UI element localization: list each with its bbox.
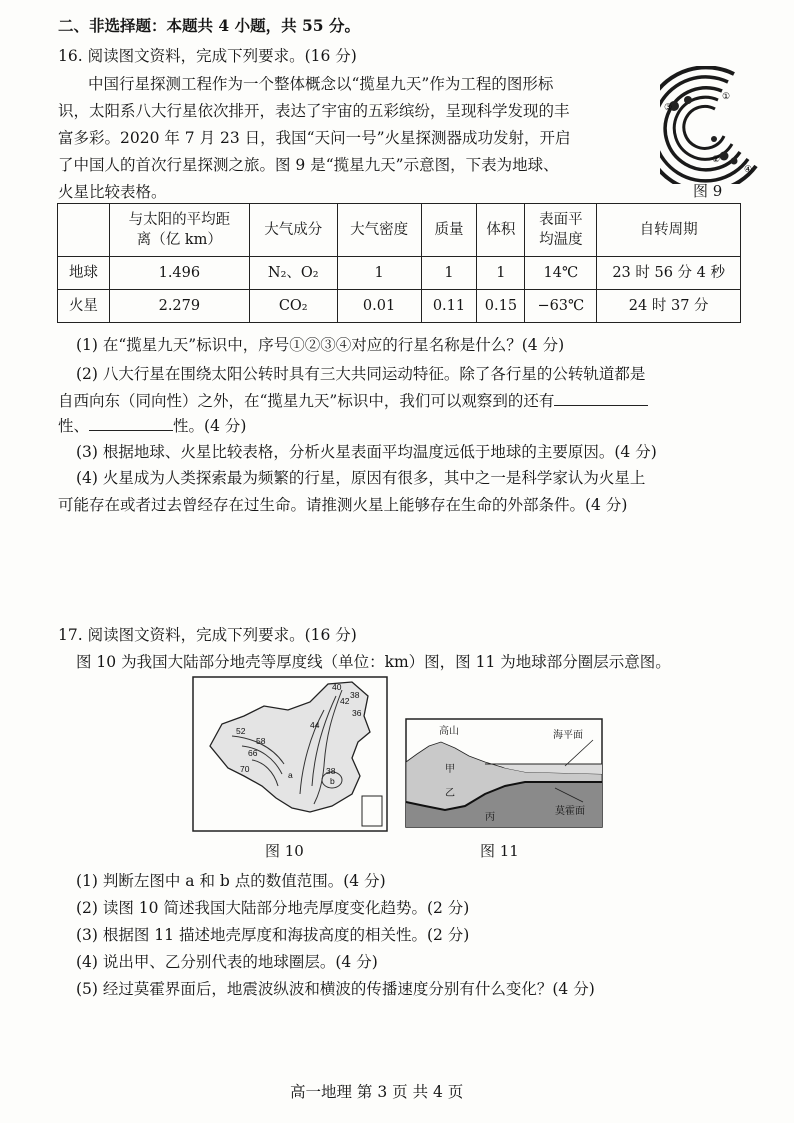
map-label: a	[288, 770, 293, 780]
table-cell: 24 时 37 分	[597, 290, 741, 323]
table-cell: 14℃	[525, 257, 597, 290]
table-cell: 2.279	[109, 290, 249, 323]
table-header-cell: 大气密度	[337, 204, 421, 257]
table-cell: CO₂	[249, 290, 337, 323]
q16-sub-2-line-3: 性、 性。(4 分)	[58, 414, 246, 436]
table-header-cell: 表面平均温度	[525, 204, 597, 257]
q17-sub-2: (2) 读图 10 简述我国大陆部分地壳厚度变化趋势。(2 分)	[76, 899, 470, 917]
figure-9-logo	[660, 66, 760, 184]
table-row	[58, 257, 741, 290]
q16-intro-line-5: 火星比较表格。	[58, 183, 167, 201]
q16-sub-2-line-2: 自西向东（同向性）之外，在“揽星九天”标识中，我们可以观察到的还有	[58, 389, 648, 411]
answer-blank-1[interactable]	[554, 389, 648, 406]
table-cell: 1	[477, 257, 525, 290]
planet-dot	[731, 158, 738, 165]
q17-sub-3: (3) 根据图 11 描述地壳厚度和海拔高度的相关性。(2 分)	[76, 926, 470, 944]
table-header-cell: 质量	[421, 204, 477, 257]
earth-mars-table	[57, 203, 741, 323]
table-cell: 地球	[58, 257, 110, 290]
table-cell: 1	[337, 257, 421, 290]
q17-sub-1: (1) 判断左图中 a 和 b 点的数值范围。(4 分)	[76, 872, 386, 890]
map-label: 40	[332, 682, 342, 692]
table-cell: 火星	[58, 290, 110, 323]
table-header-cell: 自转周期	[597, 204, 741, 257]
table-header-row	[58, 204, 741, 257]
figure-10-map	[192, 676, 388, 832]
table-header-cell: 体积	[477, 204, 525, 257]
figure-11-crust-section	[405, 718, 603, 828]
orbit-arc	[684, 106, 724, 148]
q16-sub-3: (3) 根据地球、火星比较表格，分析火星表面平均温度远低于地球的主要原因。(4 分)	[76, 443, 657, 461]
figure-9-caption: 图 9	[693, 182, 723, 200]
q16-sub-4-line-1: (4) 火星成为人类探索最为频繁的行星，原因有很多，其中之一是科学家认为火星上	[76, 469, 646, 487]
figure-9-marker-4: ④	[744, 165, 753, 175]
table-cell: N₂、O₂	[249, 257, 337, 290]
q17-heading: 17. 阅读图文资料，完成下列要求。(16 分)	[58, 626, 357, 644]
q17-sub-5: (5) 经过莫霍界面后，地震波纵波和横波的传播速度分别有什么变化？(4 分)	[76, 980, 595, 998]
map-label: 66	[248, 748, 258, 758]
label-mountain: 高山	[439, 726, 459, 737]
figure-9-marker-1: ①	[722, 92, 731, 102]
map-label: 38	[350, 690, 360, 700]
table-header-cell	[58, 204, 110, 257]
table-header-cell: 大气成分	[249, 204, 337, 257]
map-label: b	[330, 776, 335, 786]
map-label: 70	[240, 764, 250, 774]
label-moho: 莫霍面	[555, 806, 585, 817]
table-cell: 23 时 56 分 4 秒	[597, 257, 741, 290]
q16-intro-line-4: 了中国人的首次行星探测之旅。图 9 是“揽星九天”示意图，下表为地球、	[58, 156, 559, 174]
figure-9-marker-3: ③	[664, 103, 673, 113]
answer-blank-2[interactable]	[89, 414, 173, 431]
table-row	[58, 290, 741, 323]
figure-9-marker-2: ②	[712, 155, 721, 165]
map-label: 42	[340, 696, 350, 706]
q16-intro-line-2: 识，太阳系八大行星依次排开，表达了宇宙的五彩缤纷，呈现科学发现的丰	[58, 102, 570, 120]
map-label: 38	[326, 766, 336, 776]
q16-intro-line-3: 富多彩。2020 年 7 月 23 日，我国“天问一号”火星探测器成功发射，开启	[58, 129, 571, 147]
table-cell: 0.15	[477, 290, 525, 323]
planet-dot	[711, 136, 717, 142]
figure-11-caption: 图 11	[480, 842, 519, 860]
table-cell: 0.11	[421, 290, 477, 323]
table-cell: 0.01	[337, 290, 421, 323]
q16-intro-line-1: 中国行星探测工程作为一个整体概念以“揽星九天”作为工程的图形标	[88, 75, 554, 93]
planet-dot	[720, 152, 729, 161]
map-label: 36	[352, 708, 362, 718]
label-sea-level: 海平面	[553, 730, 583, 741]
planet-dot	[684, 96, 692, 104]
map-label: 52	[236, 726, 246, 736]
label-jia: 甲	[445, 764, 455, 775]
table-cell: −63℃	[525, 290, 597, 323]
q16-sub-1: (1) 在“揽星九天”标识中，序号①②③④对应的行星名称是什么？(4 分)	[76, 336, 565, 354]
figure-10-caption: 图 10	[265, 842, 304, 860]
page-footer: 高一地理 第 3 页 共 4 页	[290, 1083, 464, 1101]
map-label: 58	[256, 736, 266, 746]
q16-sub-2-line-1: (2) 八大行星在围绕太阳公转时具有三大共同运动特征。除了各行星的公转轨道都是	[76, 365, 646, 383]
table-header-cell: 与太阳的平均距离（亿 km）	[109, 204, 249, 257]
table-cell: 1.496	[109, 257, 249, 290]
q17-intro: 图 10 为我国大陆部分地壳等厚度线（单位：km）图，图 11 为地球部分圈层示意图。	[76, 653, 671, 671]
label-bing: 丙	[485, 812, 495, 823]
q16-heading: 16. 阅读图文资料，完成下列要求。(16 分)	[58, 47, 357, 65]
section-title: 二、非选择题：本题共 4 小题，共 55 分。	[58, 16, 360, 35]
q17-sub-4: (4) 说出甲、乙分别代表的地球圈层。(4 分)	[76, 953, 378, 971]
map-label: 44	[310, 720, 320, 730]
label-yi: 乙	[445, 788, 455, 799]
q16-sub-4-line-2: 可能存在或者过去曾经存在过生命。请推测火星上能够存在生命的外部条件。(4 分)	[58, 496, 628, 514]
table-cell: 1	[421, 257, 477, 290]
